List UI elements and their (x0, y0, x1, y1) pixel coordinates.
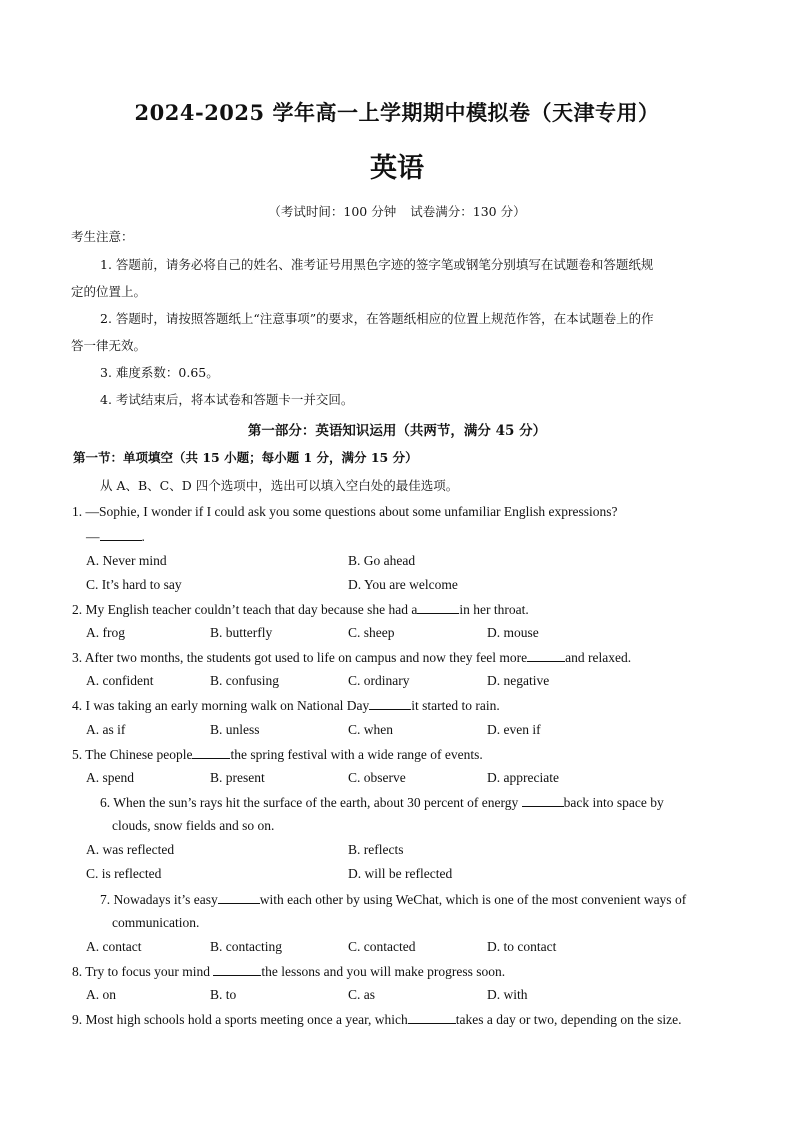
option-a: A. Never mind (86, 553, 167, 568)
option-b: B. reflects (348, 842, 404, 857)
option-d: D. appreciate (487, 770, 559, 785)
answer-blank (192, 746, 230, 759)
question-7-stem (100, 891, 686, 908)
question-9-text: 9. Most high schools hold a sports meeting once a year, which (72, 1012, 408, 1027)
option-b: B. unless (210, 722, 260, 737)
answer-blank (100, 528, 142, 541)
question-9-text-end: takes a day or two, depending on the size. (455, 1012, 682, 1027)
question-5-stem (72, 746, 483, 763)
question-5-text: 5. The Chinese people (72, 747, 193, 762)
option-c: C. when (348, 722, 393, 737)
question-9-stem (72, 1011, 681, 1028)
full-score: 试卷满分：130 分） (410, 204, 526, 219)
option-b: B. contacting (210, 939, 282, 954)
answer-blank (408, 1011, 456, 1024)
question-1-reply (86, 528, 145, 545)
option-c: C. sheep (348, 625, 395, 640)
note-4: 4. 考试结束后，将本试卷和答题卡一并交回。 (100, 392, 354, 407)
section-instruction: 从 A、B、C、D 四个选项中，选出可以填入空白处的最佳选项。 (100, 478, 459, 493)
option-d: D. to contact (487, 939, 557, 954)
answer-blank (417, 601, 459, 614)
option-b: B. to (210, 987, 237, 1002)
question-7-text-mid: with each other by using WeChat, which is one of the most convenient ways of (259, 892, 687, 907)
question-2-text-end: in her throat. (459, 602, 529, 617)
note-2: 2. 答题时，请按照答题纸上“注意事项”的要求，在答题纸相应的位置上规范作答，在本试题卷上的作 (100, 311, 654, 326)
note-1: 1. 答题前，请务必将自己的姓名、准考证号用黑色字迹的签字笔或钢笔分别填写在试题卷和答题纸规 (100, 257, 654, 272)
exam-info (0, 202, 794, 220)
question-1-dash: — (86, 529, 100, 544)
answer-blank (218, 891, 260, 904)
notes-title: 考生注意： (71, 229, 134, 244)
note-3: 3. 难度系数：0.65。 (100, 365, 219, 380)
question-8-text-end: the lessons and you will make progress soon. (261, 964, 506, 979)
option-b: B. present (210, 770, 265, 785)
question-6-cont: clouds, snow fields and so on. (112, 818, 275, 833)
option-b: B. butterfly (210, 625, 273, 640)
subject-title: 英语 (370, 153, 424, 184)
question-3-text: 3. After two months, the students got used to life on campus and now they feel more (72, 650, 528, 665)
option-b: B. Go ahead (348, 553, 416, 568)
question-4-stem (72, 697, 500, 714)
question-8-text: 8. Try to focus your mind (72, 964, 211, 979)
question-7-cont: communication. (112, 915, 200, 930)
option-d: D. You are welcome (348, 577, 458, 592)
note-2-cont: 答一律无效。 (71, 338, 147, 353)
option-a: A. frog (86, 625, 125, 640)
part-title: 第一部分：英语知识运用（共两节，满分 45 分） (247, 423, 547, 439)
option-a: A. on (86, 987, 116, 1002)
question-4-text-end: it started to rain. (411, 698, 500, 713)
option-d: D. even if (487, 722, 541, 737)
option-c: C. It’s hard to say (86, 577, 182, 592)
option-b: B. confusing (210, 673, 279, 688)
question-4-text: 4. I was taking an early morning walk on National Day (72, 698, 370, 713)
question-7-text: 7. Nowadays it’s easy (100, 892, 218, 907)
question-3-stem (72, 649, 631, 666)
option-d: D. with (487, 987, 528, 1002)
question-6-text: 6. When the sun’s rays hit the surface of the earth, about 30 percent of energy (100, 795, 519, 810)
option-d: D. negative (487, 673, 550, 688)
option-a: A. as if (86, 722, 126, 737)
question-2-stem (72, 601, 529, 618)
option-c: C. contacted (348, 939, 416, 954)
option-d: D. mouse (487, 625, 539, 640)
answer-blank (369, 697, 411, 710)
question-1-period: . (141, 529, 145, 544)
option-d: D. will be reflected (348, 866, 453, 881)
option-c: C. as (348, 987, 375, 1002)
question-6-stem (100, 794, 664, 811)
question-1-stem (72, 504, 618, 520)
option-c: C. ordinary (348, 673, 410, 688)
question-3-text-end: and relaxed. (565, 650, 632, 665)
question-6-text-mid: back into space by (563, 795, 664, 810)
option-a: A. contact (86, 939, 142, 954)
exam-title: 2024-2025 学年高一上学期期中模拟卷（天津专用） (134, 100, 660, 125)
option-a: A. spend (86, 770, 134, 785)
option-c: C. is reflected (86, 866, 162, 881)
answer-blank (522, 794, 564, 807)
option-a: A. was reflected (86, 842, 175, 857)
question-5-text-end: the spring festival with a wide range of events. (230, 747, 483, 762)
question-8-stem (72, 963, 505, 980)
answer-blank (213, 963, 261, 976)
question-1-text: 1. —Sophie, I wonder if I could ask you some questions about some unfamiliar English expressions? (72, 504, 618, 519)
exam-time: （考试时间：100 分钟 (268, 204, 397, 219)
section-title: 第一节：单项填空（共 15 小题；每小题 1 分，满分 15 分） (73, 450, 418, 465)
option-a: A. confident (86, 673, 154, 688)
question-2-text: 2. My English teacher couldn’t teach that day because she had a (72, 602, 418, 617)
answer-blank (527, 649, 565, 662)
note-1-cont: 定的位置上。 (71, 284, 147, 299)
option-c: C. observe (348, 770, 406, 785)
